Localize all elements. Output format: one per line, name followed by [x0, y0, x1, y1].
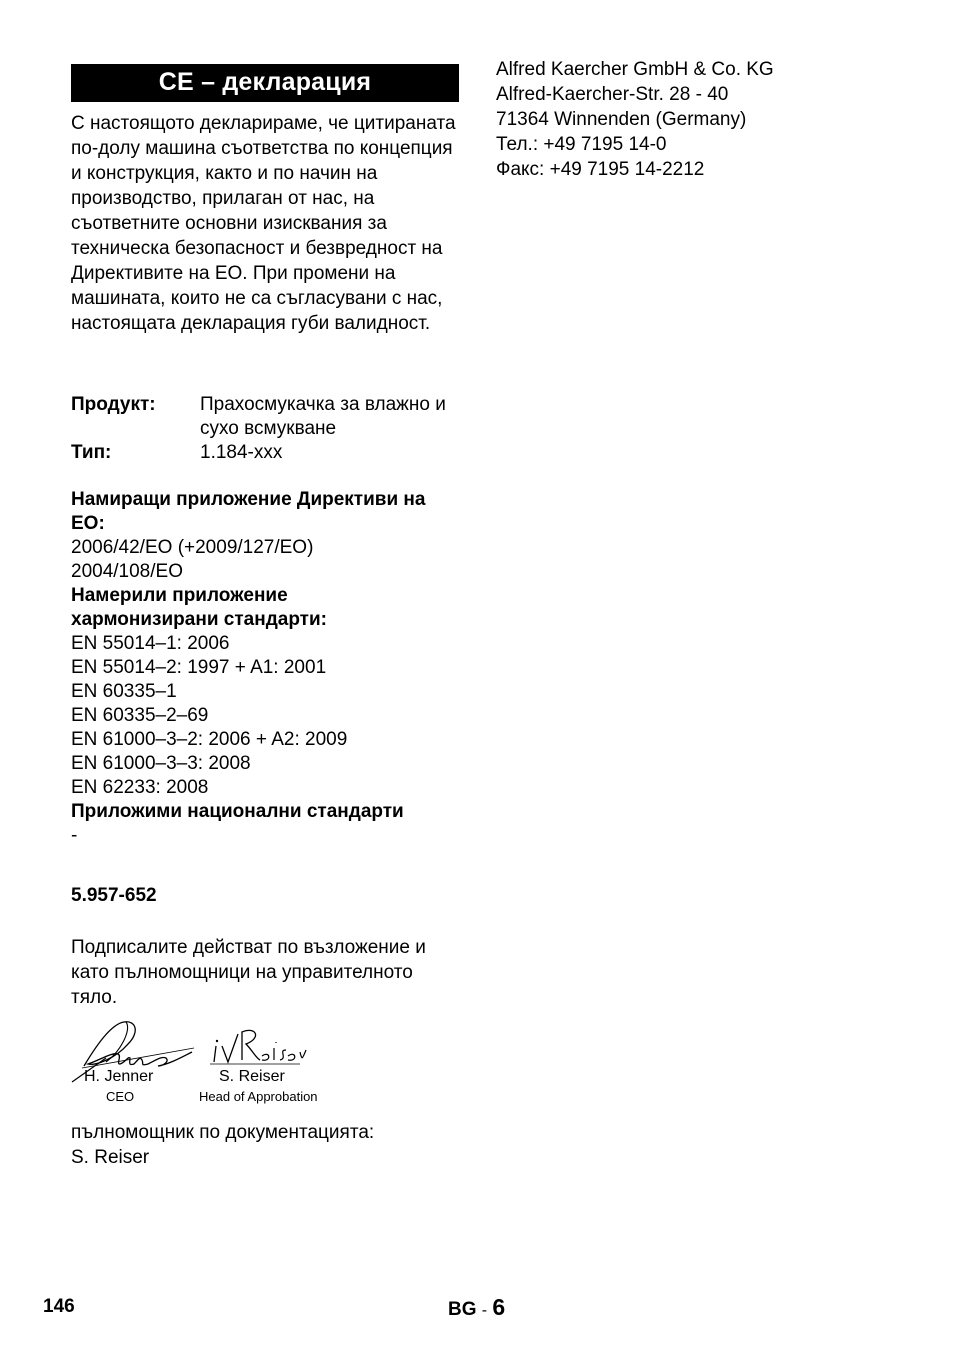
documentation-representative	[71, 1120, 374, 1170]
directives-heading: Намиращи приложение Директиви на ЕО:	[71, 489, 426, 534]
national-standards-value: -	[71, 825, 78, 846]
company-street: Alfred-Kaercher-Str. 28 - 40	[496, 84, 729, 105]
document-number: 5.957-652	[71, 885, 157, 906]
product-value: Прахосмукачка за влажно и сухо всмукване	[200, 394, 446, 439]
declaration-text: С настоящото декларираме, че цитираната по-долу машина съответства по концепция и конструкция, както и по начин на производство, прилаган от нас, на съответните основни изисквания за техническа безопасност и безвредност на Директивите на ЕО. При промени на машината, които не са съгласувани с нас, настоящата декларация губи валидност.	[71, 113, 456, 334]
directive-item: 2004/108/EO	[71, 561, 183, 582]
signatories-note: Подписалите действат по възложение и като пълномощници на управителното тяло.	[71, 937, 426, 1008]
directives-block	[71, 488, 463, 848]
product-row	[71, 393, 463, 441]
signatory-name-2: S. Reiser	[219, 1068, 285, 1085]
directive-item: 2006/42/EO (+2009/127/EO)	[71, 537, 314, 558]
company-address	[496, 57, 916, 182]
page-number: 146	[43, 1296, 75, 1317]
documentation-name: S. Reiser	[71, 1147, 150, 1168]
signatures-block	[66, 1016, 366, 1108]
section-page-number: 6	[492, 1294, 506, 1320]
type-value: 1.184-xxx	[200, 442, 283, 463]
signatory-name-1: H. Jenner	[84, 1068, 154, 1085]
standard-item: EN 60335–1	[71, 681, 177, 702]
company-city: 71364 Winnenden (Germany)	[496, 109, 747, 130]
documentation-label: пълномощник по документацията:	[71, 1122, 375, 1143]
standard-item: EN 61000–3–3: 2008	[71, 753, 251, 774]
company-name: Alfred Kaercher GmbH & Co. KG	[496, 59, 774, 80]
signatory-role-1: CEO	[106, 1089, 135, 1104]
standard-item: EN 55014–2: 1997 + A1: 2001	[71, 657, 327, 678]
type-row	[71, 441, 463, 465]
company-phone: Тел.: +49 7195 14-0	[496, 134, 667, 155]
company-fax: Факс: +49 7195 14-2212	[496, 159, 705, 180]
standards-heading: Намерили приложение хармонизирани стандарти:	[71, 585, 327, 630]
national-standards-heading: Приложими национални стандарти	[71, 801, 404, 822]
signatory-role-2: Head of Approbation	[199, 1089, 318, 1104]
standard-item: EN 62233: 2008	[71, 777, 209, 798]
footer-separator: -	[481, 1302, 488, 1319]
type-label: Тип:	[71, 442, 112, 463]
standard-item: EN 60335–2–69	[71, 705, 209, 726]
language-code: BG	[448, 1299, 477, 1320]
standard-item: EN 55014–1: 2006	[71, 633, 230, 654]
language-section-label	[448, 1294, 505, 1321]
standard-item: EN 61000–3–2: 2006 + A2: 2009	[71, 729, 348, 750]
product-label: Продукт:	[71, 394, 156, 415]
page-title: CE – декларация	[71, 64, 459, 102]
